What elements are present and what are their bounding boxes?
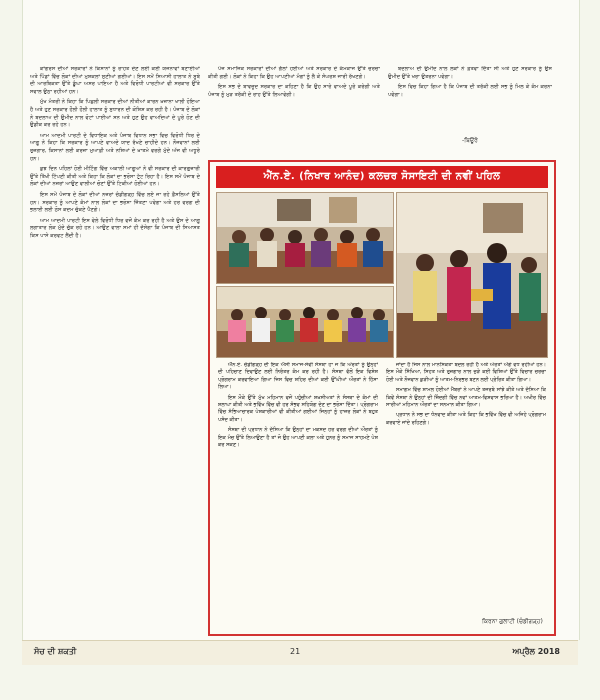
magazine-title: ਸੋਚ ਦੀ ਸ਼ਕਤੀ xyxy=(34,647,77,656)
photo-illustration xyxy=(217,193,393,283)
paragraph: ਬਦਲਾਅ ਦੀ ਉਮੀਦ ਨਾਲ ਲੋਕਾਂ ਨੇ ਫ਼ਤਵਾ ਦਿੱਤਾ ਸੀ ਅਤੇ ਹੁਣ ਸਰਕਾਰ ਨੂੰ ਉਸ ਉਮੀਦ ਉੱਤੇ ਖਰਾ ਉਤਰਨਾ ਪਵੇਗਾ। xyxy=(388,66,552,80)
paragraph: ਪ੍ਰਧਾਨ ਨੇ ਸਭ ਦਾ ਧੰਨਵਾਦ ਕੀਤਾ ਅਤੇ ਕਿਹਾ ਕਿ ਭਵਿੱਖ ਵਿੱਚ ਵੀ ਅਜਿਹੇ ਪ੍ਰੋਗਰਾਮ ਕਰਵਾਏ ਜਾਂਦੇ ਰਹਿਣਗੇ। xyxy=(386,412,546,426)
signature: -ਬਿਊਰੋ xyxy=(462,137,478,144)
photo-illustration xyxy=(397,193,547,357)
boxed-article xyxy=(208,160,556,636)
paragraph: ਇਸ ਸਭ ਦੇ ਬਾਵਜੂਦ ਸਰਕਾਰ ਦਾ ਕਹਿਣਾ ਹੈ ਕਿ ਉਹ ਸਾਰੇ ਵਾਅਦੇ ਪੂਰੇ ਕਰੇਗੀ ਅਤੇ ਪੰਜਾਬ ਨੂੰ ਮੁੜ ਤਰੱਕੀ ਦੇ ਰਾਹ ਉੱਤੇ ਲਿਆਵੇਗੀ। xyxy=(208,84,380,98)
middle-column-text xyxy=(208,66,380,154)
paragraph: ਜਾਂਦਾ ਹੈ ਜਿਸ ਨਾਲ ਮਾਨਸਿਕਤਾ ਬਦਲ ਰਹੀ ਹੈ ਅਤੇ ਔਰਤਾਂ ਅੱਗੇ ਵਧ ਰਹੀਆਂ ਹਨ। ਇਸ ਮੌਕੇ ਸਿੱਖਿਆ, ਸਿਹਤ ਅਤੇ ਰੁਜ਼ਗਾਰ ਨਾਲ ਜੁੜੇ ਕਈ ਵਿਸ਼ਿਆਂ ਉੱਤੇ ਵਿਚਾਰ ਚਰਚਾ ਹੋਈ ਅਤੇ ਨੌਜਵਾਨ ਕੁੜੀਆਂ ਨੂੰ ਆਤਮ-ਨਿਰਭਰ ਬਣਨ ਲਈ ਪ੍ਰੇਰਿਤ ਕੀਤਾ ਗਿਆ। xyxy=(386,362,546,383)
paragraph: ਪੰਜ ਸਮਾਜਿਕ ਸਰੋਕਾਰਾਂ ਦੀਆਂ ਗੱਲਾਂ ਹੋਈਆਂ ਅਤੇ ਸਰਕਾਰ ਦੇ ਕੰਮਕਾਜ ਉੱਤੇ ਚਰਚਾ ਕੀਤੀ ਗਈ। ਲੋਕਾਂ ਨੇ ਕਿਹਾ ਕਿ ਉਹ ਆਪਣੀਆਂ ਮੰਗਾਂ ਨੂੰ ਲੈ ਕੇ ਸੰਘਰਸ਼ ਜਾਰੀ ਰੱਖਣਗੇ। xyxy=(208,66,380,80)
photo-illustration xyxy=(217,287,393,357)
article-title: ਐੱਨ.ਏ. (ਨਿਖਾਰ ਆਨੰਦ) ਕਲਚਰ ਸੋਸਾਇਟੀ ਦੀ ਨਵੀਂ ਪਹਿਲ xyxy=(216,166,548,188)
group-photo-right xyxy=(396,192,548,358)
paragraph: ਕੁਝ ਦਿਨ ਪਹਿਲਾਂ ਹੋਈ ਮੀਟਿੰਗ ਵਿੱਚ ਅਕਾਲੀ ਆਗੂਆਂ ਨੇ ਵੀ ਸਰਕਾਰ ਦੀ ਕਾਰਗੁਜ਼ਾਰੀ ਉੱਤੇ ਤਿੱਖੀ ਟਿੱਪਣੀ ਕੀਤੀ ਅਤੇ ਕਿਹਾ ਕਿ ਲੋਕਾਂ ਦਾ ਭਰੋਸਾ ਟੁੱਟ ਰਿਹਾ ਹੈ। ਇਸ ਸਮੇਂ ਪੰਜਾਬ ਦੇ ਲੋਕਾਂ ਦੀਆਂ ਨਜ਼ਰਾਂ ਆਉਣ ਵਾਲੀਆਂ ਚੋਣਾਂ ਉੱਤੇ ਟਿਕੀਆਂ ਹੋਈਆਂ ਹਨ। xyxy=(30,166,200,188)
page-number: 21 xyxy=(290,647,301,656)
page-footer xyxy=(22,640,578,665)
paragraph: ਆਮ ਆਦਮੀ ਪਾਰਟੀ ਇਸ ਵੇਲੇ ਵਿਰੋਧੀ ਧਿਰ ਵਜੋਂ ਕੰਮ ਕਰ ਰਹੀ ਹੈ ਅਤੇ ਉਸ ਦੇ ਆਗੂ ਲਗਾਤਾਰ ਲੋਕ ਮੁੱਦੇ ਚੁੱਕ ਰਹੇ ਹਨ। ਆਉਣ ਵਾਲਾ ਸਮਾਂ ਹੀ ਦੱਸੇਗਾ ਕਿ ਪੰਜਾਬ ਦੀ ਸਿਆਸਤ ਕਿਸ ਪਾਸੇ ਕਰਵਟ ਲੈਂਦੀ ਹੈ। xyxy=(30,217,200,239)
author-credit: ਕਿਰਨਾ ਗੁਲਾਟੀ (ਚੰਡੀਗੜ੍ਹ) xyxy=(482,618,543,625)
article-body-left xyxy=(218,362,378,614)
paragraph: ਇਸ ਵਿਚ ਕਿਹਾ ਗਿਆ ਹੈ ਕਿ ਪੰਜਾਬ ਦੀ ਤਰੱਕੀ ਲਈ ਸਭ ਨੂੰ ਮਿਲ ਕੇ ਕੰਮ ਕਰਨਾ ਪਵੇਗਾ। xyxy=(388,84,552,98)
paragraph: ਸੰਸਥਾ ਦੀ ਪ੍ਰਧਾਨ ਨੇ ਦੱਸਿਆ ਕਿ ਉਨ੍ਹਾਂ ਦਾ ਮਕਸਦ ਹਰ ਵਰਗ ਦੀਆਂ ਔਰਤਾਂ ਨੂੰ ਇਕ ਮੰਚ ਉੱਤੇ ਲਿਆਉਣਾ ਹੈ ਤਾਂ ਜੋ ਉਹ ਆਪਣੀ ਕਲਾ ਅਤੇ ਹੁਨਰ ਨੂੰ ਸਮਾਜ ਸਾਹਮਣੇ ਪੇਸ਼ ਕਰ ਸਕਣ। xyxy=(218,427,378,449)
paragraph: ਆਮ ਆਦਮੀ ਪਾਰਟੀ ਦੇ ਵਿਧਾਇਕ ਅਤੇ ਪੰਜਾਬ ਵਿਧਾਨ ਸਭਾ ਵਿਚ ਵਿਰੋਧੀ ਧਿਰ ਦੇ ਆਗੂ ਨੇ ਕਿਹਾ ਕਿ ਸਰਕਾਰ ਨੂੰ ਆਪਣੇ ਵਾਅਦੇ ਯਾਦ ਰੱਖਣੇ ਚਾਹੀਦੇ ਹਨ। ਨੌਜਵਾਨਾਂ ਲਈ ਰੁਜ਼ਗਾਰ, ਕਿਸਾਨਾਂ ਲਈ ਕਰਜ਼ਾ ਮੁਆਫ਼ੀ ਅਤੇ ਨਸ਼ਿਆਂ ਦੇ ਖ਼ਾਤਮੇ ਵਰਗੇ ਮੁੱਦੇ ਅੱਜ ਵੀ ਅਧੂਰੇ ਹਨ। xyxy=(30,132,200,162)
left-column-text xyxy=(30,66,200,636)
paragraph: ਐੱਨ.ਏ. ਚੰਡੀਗੜ੍ਹ ਦੀ ਇਕ ਐਸੀ ਸਮਾਜ-ਸੇਵੀ ਸੰਸਥਾ ਹਾ ਜੋ ਕਿ ਔਰਤਾਂ ਨੂੰ ਉਨ੍ਹਾਂ ਦੀ ਪਹਿਚਾਣ ਦਿਵਾਉਣ ਲਈ ਨਿਰੰਤਰ ਕੰਮ ਕਰ ਰਹੀ ਹੈ। ਸੰਸਥਾ ਵੱਲੋਂ ਇਕ ਵਿਸ਼ੇਸ਼ ਪ੍ਰੋਗਰਾਮ ਕਰਵਾਇਆ ਗਿਆ ਜਿਸ ਵਿਚ ਸ਼ਹਿਰ ਦੀਆਂ ਕਈ ਉੱਘੀਆਂ ਔਰਤਾਂ ਨੇ ਹਿੱਸਾ ਲਿਆ। xyxy=(218,362,378,391)
paragraph: ਮੁੱਖ ਮੰਤਰੀ ਨੇ ਕਿਹਾ ਕਿ ਪਿਛਲੀ ਸਰਕਾਰ ਦੀਆਂ ਨੀਤੀਆਂ ਕਾਰਨ ਖ਼ਜ਼ਾਨਾ ਖਾਲੀ ਹੋਇਆ ਹੈ ਅਤੇ ਹੁਣ ਸਰਕਾਰ ਹੌਲੀ ਹੌਲੀ ਹਾਲਾਤ ਨੂੰ ਸੁਧਾਰਨ ਦੀ ਕੋਸ਼ਿਸ਼ ਕਰ ਰਹੀ ਹੈ। ਪੰਜਾਬ ਦੇ ਲੋਕਾਂ ਨੇ ਬਦਲਾਅ ਦੀ ਉਮੀਦ ਨਾਲ ਵੋਟਾਂ ਪਾਈਆਂ ਸਨ ਅਤੇ ਹੁਣ ਉਹ ਵਾਅਦਿਆਂ ਦੇ ਪੂਰੇ ਹੋਣ ਦੀ ਉਡੀਕ ਕਰ ਰਹੇ ਹਨ। xyxy=(30,99,200,129)
group-photo-bottom xyxy=(216,286,394,358)
right-column-text xyxy=(388,66,552,134)
paragraph: ਕਾਂਗਰਸ ਦੀਆਂ ਸਰਕਾਰਾਂ ਨੇ ਕਿਸਾਨਾਂ ਨੂੰ ਰਾਹਤ ਦੇਣ ਲਈ ਕਈ ਯੋਜਨਾਵਾਂ ਬਣਾਈਆਂ ਅਤੇ ਪਿੰਡਾਂ ਵਿੱਚ ਲੋਕਾਂ ਦੀਆਂ ਮੁਸ਼ਕਲਾਂ ਸੁਣੀਆਂ ਗਈਆਂ। ਇਸ ਸਮੇਂ ਸਿਆਸੀ ਹਾਲਾਤ ਨੇ ਸੂਬੇ ਦੀ ਆਰਥਿਕਤਾ ਉੱਤੇ ਡੂੰਘਾ ਅਸਰ ਪਾਇਆ ਹੈ ਅਤੇ ਵਿਰੋਧੀ ਪਾਰਟੀਆਂ ਵੀ ਸਰਕਾਰ ਉੱਤੇ ਸਵਾਲ ਉਠਾ ਰਹੀਆਂ ਹਨ। xyxy=(30,66,200,95)
paragraph: ਸਮਾਗਮ ਵਿੱਚ ਸ਼ਾਮਲ ਹੋਈਆਂ ਮੈਂਬਰਾਂ ਨੇ ਆਪਣੇ ਤਜਰਬੇ ਸਾਂਝੇ ਕੀਤੇ ਅਤੇ ਦੱਸਿਆ ਕਿ ਕਿਵੇਂ ਸੰਸਥਾ ਨੇ ਉਨ੍ਹਾਂ ਦੀ ਜ਼ਿੰਦਗੀ ਵਿੱਚ ਨਵਾਂ ਆਤਮ-ਵਿਸ਼ਵਾਸ ਭਰਿਆ ਹੈ। ਅਖੀਰ ਵਿੱਚ ਸਾਰੀਆਂ ਮਹਿਮਾਨ ਔਰਤਾਂ ਦਾ ਸਨਮਾਨ ਕੀਤਾ ਗਿਆ। xyxy=(386,387,546,409)
paragraph: ਇਸ ਮੌਕੇ ਉੱਤੇ ਮੁੱਖ ਮਹਿਮਾਨ ਵਜੋਂ ਪਹੁੰਚੀਆਂ ਸ਼ਖ਼ਸੀਅਤਾਂ ਨੇ ਸੰਸਥਾ ਦੇ ਕੰਮਾਂ ਦੀ ਸ਼ਲਾਘਾ ਕੀਤੀ ਅਤੇ ਭਵਿੱਖ ਵਿੱਚ ਵੀ ਹਰ ਸੰਭਵ ਸਹਿਯੋਗ ਦੇਣ ਦਾ ਭਰੋਸਾ ਦਿੱਤਾ। ਪ੍ਰੋਗਰਾਮ ਵਿੱਚ ਸੱਭਿਆਚਾਰਕ ਪੇਸ਼ਕਾਰੀਆਂ ਵੀ ਕੀਤੀਆਂ ਗਈਆਂ ਜਿਨ੍ਹਾਂ ਨੂੰ ਹਾਜ਼ਰ ਲੋਕਾਂ ਨੇ ਬਹੁਤ ਪਸੰਦ ਕੀਤਾ। xyxy=(218,394,378,423)
group-photo-top xyxy=(216,192,394,284)
issue-date: ਅਪ੍ਰੈਲ 2018 xyxy=(512,647,560,656)
article-body-right xyxy=(386,362,546,606)
paragraph: ਇਸ ਸਮੇਂ ਪੰਜਾਬ ਦੇ ਲੋਕਾਂ ਦੀਆਂ ਨਜ਼ਰਾਂ ਚੰਡੀਗੜ੍ਹ ਵਿੱਚ ਲਏ ਜਾ ਰਹੇ ਫ਼ੈਸਲਿਆਂ ਉੱਤੇ ਹਨ। ਸਰਕਾਰ ਨੂੰ ਆਪਣੇ ਕੰਮਾਂ ਨਾਲ ਲੋਕਾਂ ਦਾ ਭਰੋਸਾ ਜਿੱਤਣਾ ਪਵੇਗਾ ਅਤੇ ਹਰ ਵਰਗ ਦੀ ਭਲਾਈ ਲਈ ਠੋਸ ਕਦਮ ਚੁੱਕਣੇ ਪੈਣਗੇ। xyxy=(30,191,200,214)
